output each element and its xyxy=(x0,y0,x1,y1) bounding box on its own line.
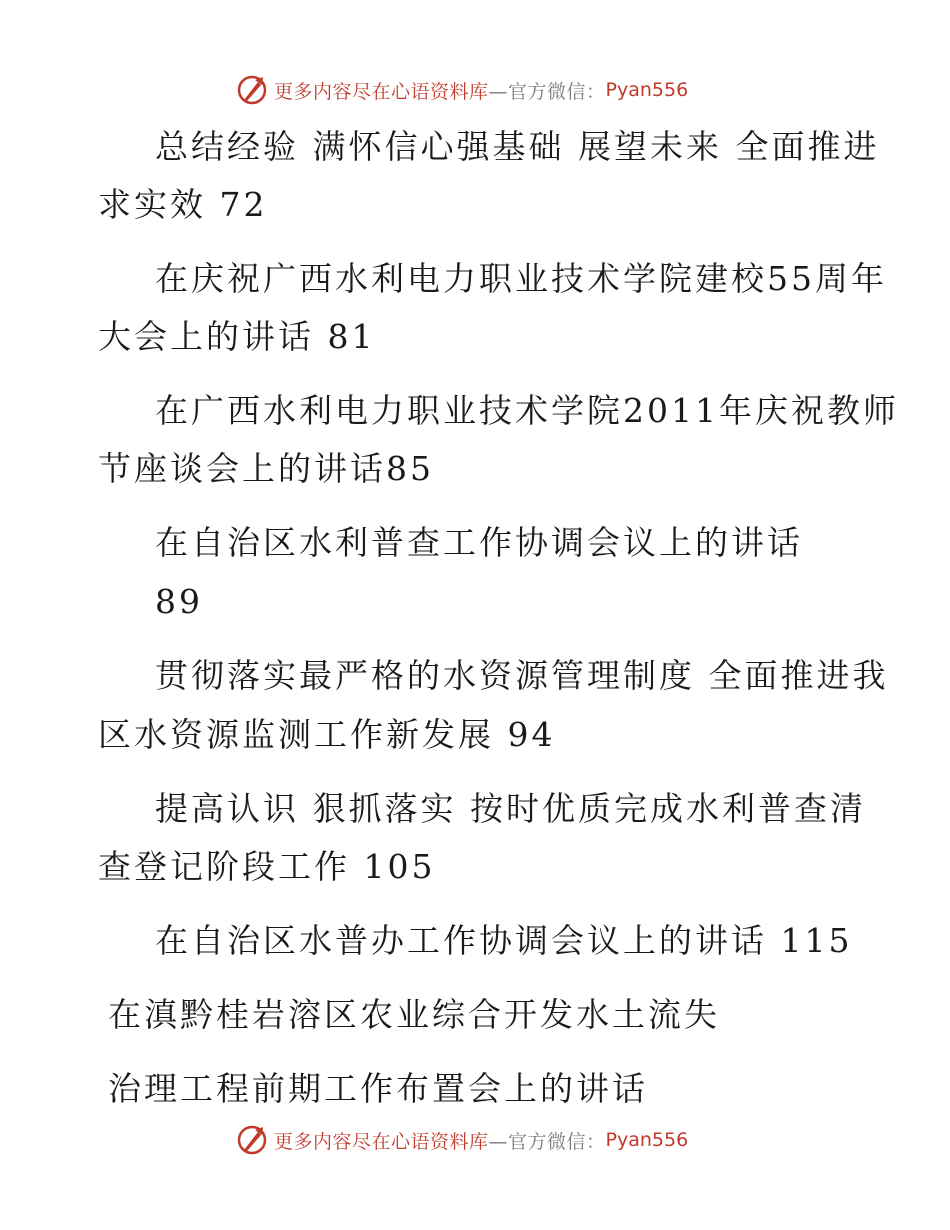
watermark-wechat-id: Pyan556 xyxy=(605,79,689,101)
toc-entry-6-line1: 提高认识 狠抓落实 按时优质完成水利普查清 xyxy=(155,789,866,828)
watermark-footer xyxy=(236,1122,688,1158)
toc-entry-2-line1: 在庆祝广西水利电力职业技术学院建校55周年 xyxy=(155,259,887,298)
quill-logo-icon xyxy=(236,1124,268,1156)
toc-entry-1-line2: 求实效 72 xyxy=(98,185,268,224)
watermark-wechat-id: Pyan556 xyxy=(605,1129,689,1151)
toc-entry-4-line1: 在自治区水利普查工作协调会议上的讲话 xyxy=(155,523,803,562)
watermark-title: 更多内容尽在心语资料库 xyxy=(274,80,489,103)
toc-entry-3-line2: 节座谈会上的讲话85 xyxy=(98,449,434,488)
toc-entry-4-line2: 89 xyxy=(155,582,203,621)
toc-entry-5-line1: 贯彻落实最严格的水资源管理制度 全面推进我 xyxy=(155,656,889,695)
watermark-header xyxy=(236,72,688,108)
watermark-title: 更多内容尽在心语资料库 xyxy=(274,1130,489,1153)
toc-entry-8-line1: 在滇黔桂岩溶区农业综合开发水土流失 xyxy=(108,995,720,1034)
toc-entry-3-line1: 在广西水利电力职业技术学院2011年庆祝教师 xyxy=(155,391,899,430)
toc-entry-6-line2: 查登记阶段工作 105 xyxy=(98,847,436,886)
toc-entry-7-line1: 在自治区水普办工作协调会议上的讲话 115 xyxy=(155,921,853,960)
watermark-separator: —官方微信： xyxy=(488,80,606,103)
toc-entry-9-line1: 治理工程前期工作布置会上的讲话 xyxy=(108,1069,648,1108)
quill-logo-icon xyxy=(236,74,268,106)
toc-entry-5-line2: 区水资源监测工作新发展 94 xyxy=(98,715,556,754)
toc-entry-1-line1: 总结经验 满怀信心强基础 展望未来 全面推进 xyxy=(155,127,880,166)
watermark-separator: —官方微信： xyxy=(488,1130,606,1153)
toc-entry-2-line2: 大会上的讲话 81 xyxy=(98,317,376,356)
